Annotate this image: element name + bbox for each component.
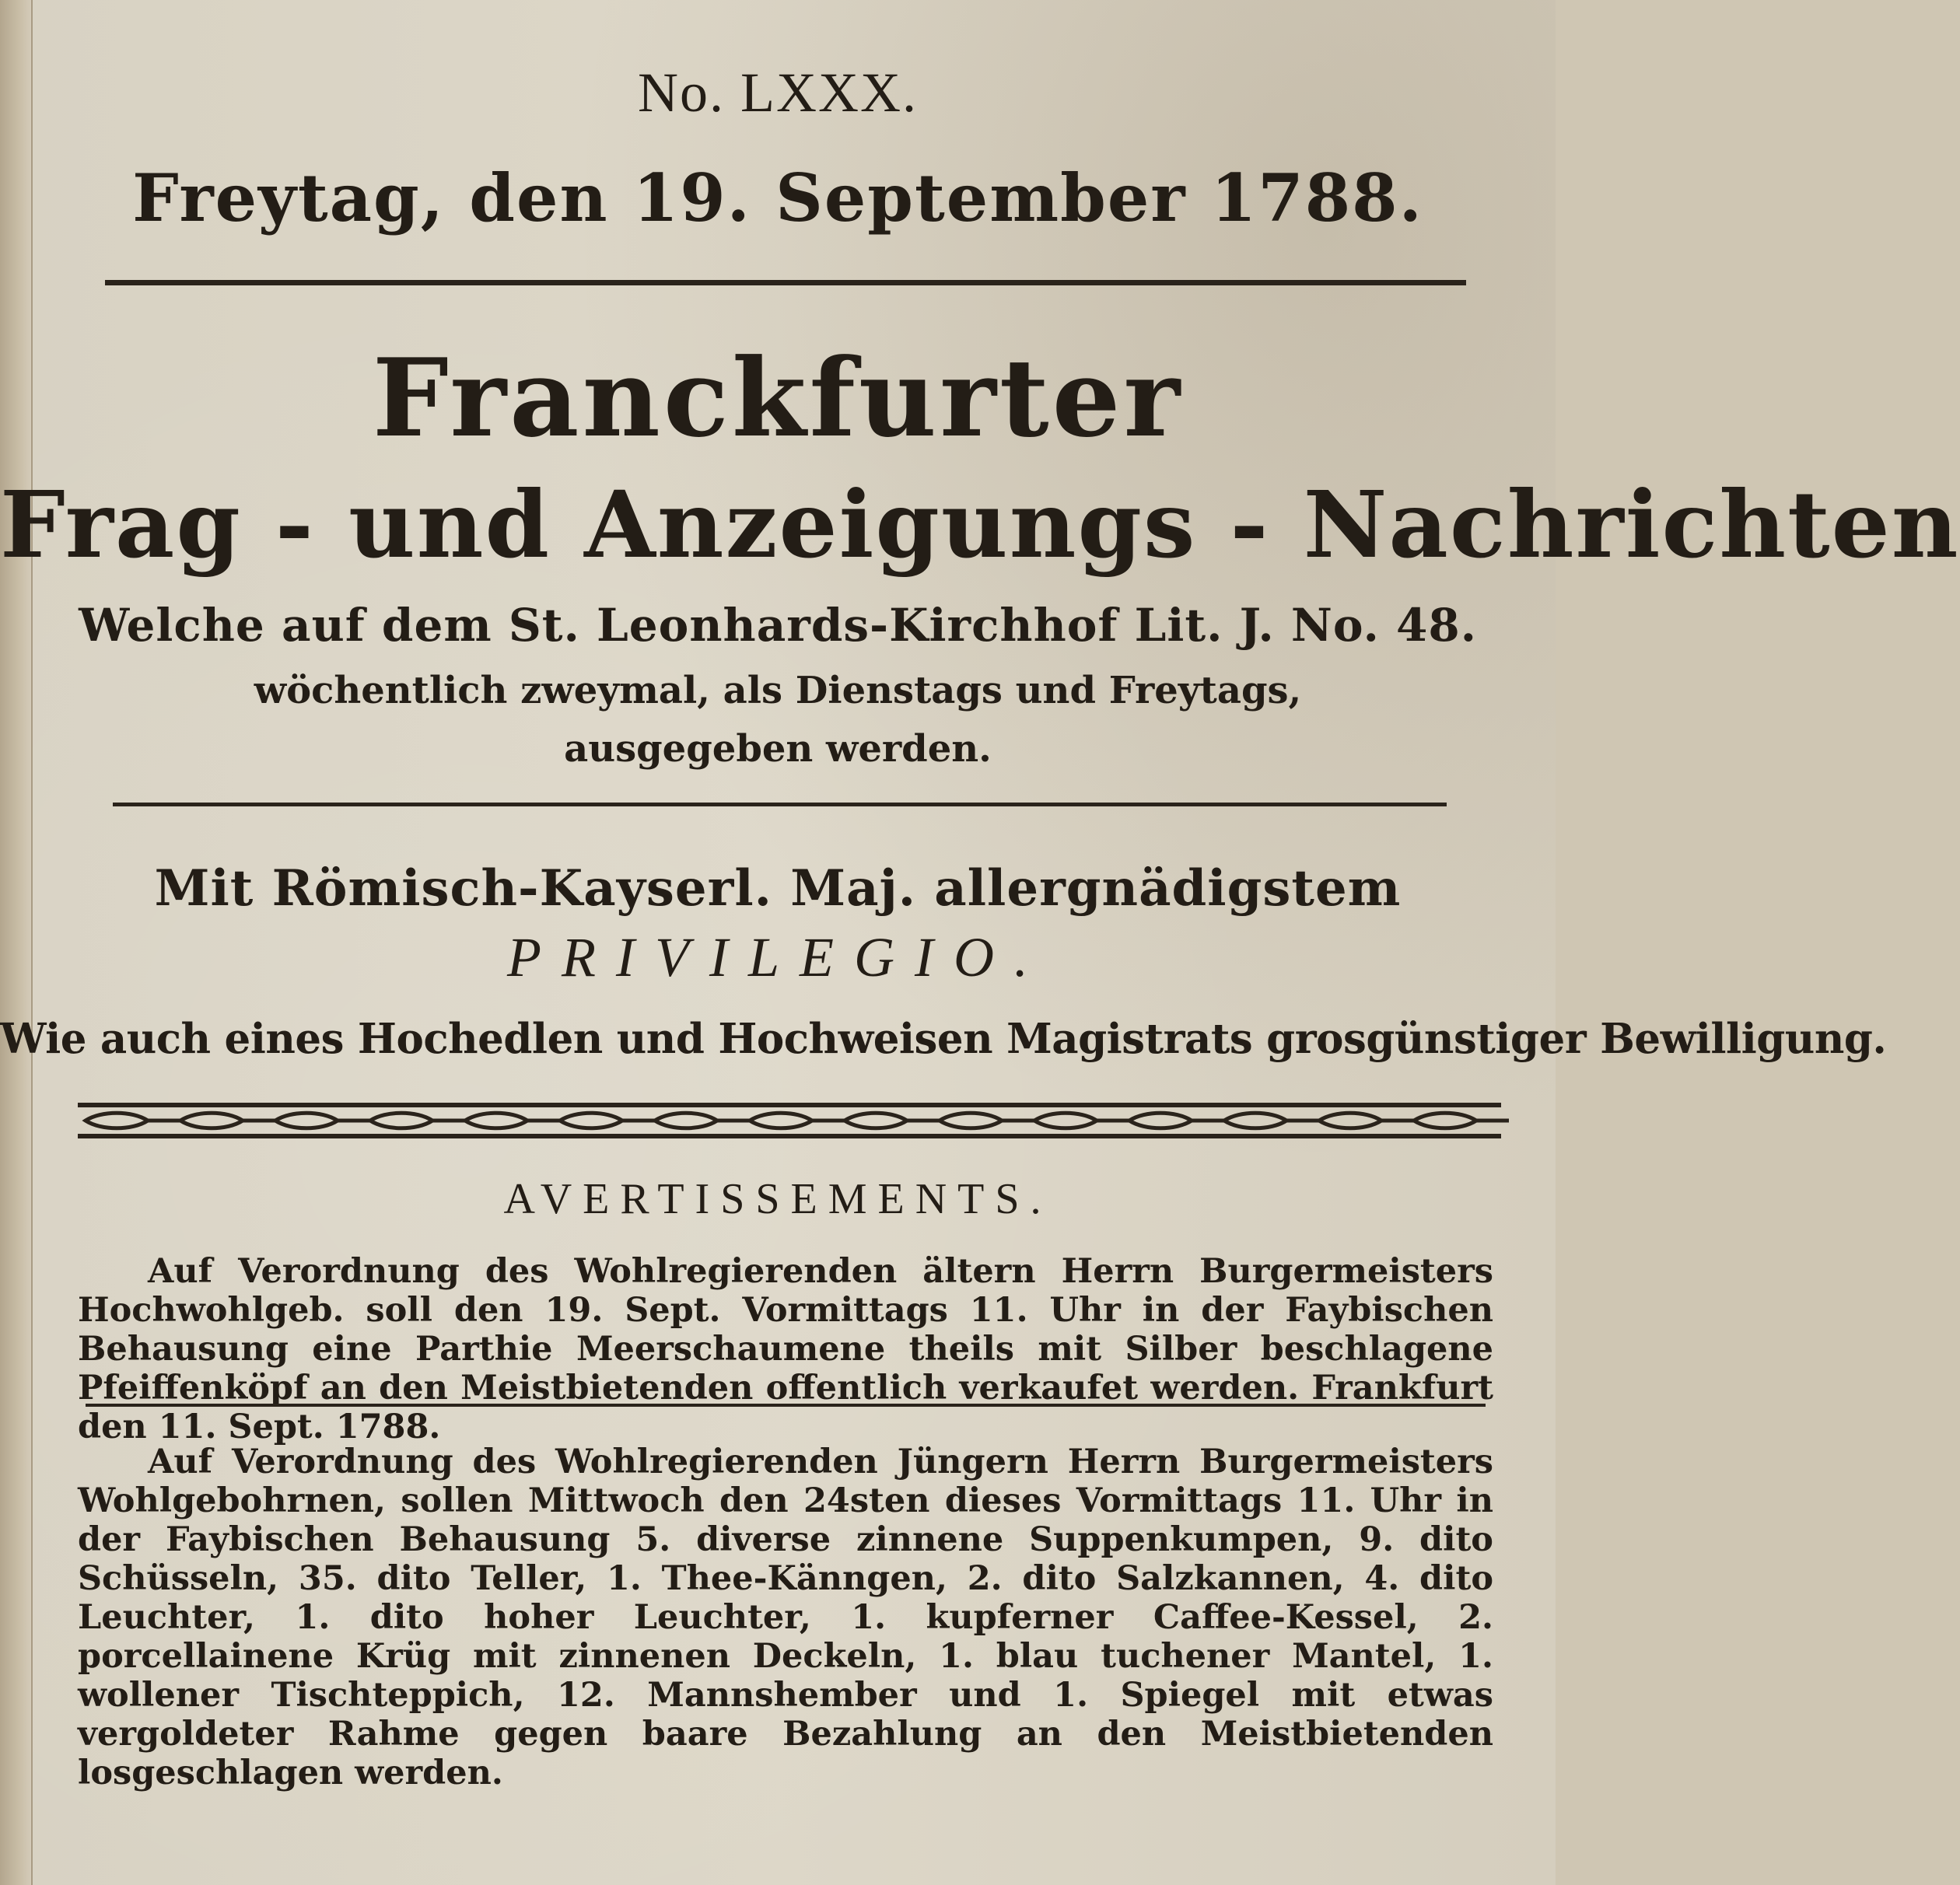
newspaper-title-line2: Frag - und Anzeigungs - Nachrichten	[0, 470, 1960, 579]
ornamental-border	[78, 1096, 1501, 1145]
notice-2	[78, 1443, 1493, 1792]
publication-note: ausgegeben werden.	[564, 727, 992, 771]
publication-frequency: wöchentlich zweymal, als Dienstags und Freytags,	[254, 669, 1302, 712]
privilege-line: Mit Römisch-Kayserl. Maj. allergnädigstem	[154, 859, 1402, 918]
privilegio-word: PRIVILEGIO.	[507, 926, 1048, 988]
issue-number: No. LXXX.	[638, 61, 918, 124]
title-rule	[113, 803, 1447, 806]
newspaper-title-line1: Franckfurter	[372, 334, 1184, 461]
issue-date: Freytag, den 19. September 1788.	[132, 159, 1423, 236]
notice-divider	[86, 1404, 1486, 1407]
notice-1	[78, 1252, 1493, 1446]
notice-text: Auf Verordnung des Wohlregierenden Jüngern Herrn Burgermeisters Wohlgebohrnen, sollen Mittwoch den 24sten dieses Vormittags 11. Uhr in der Faybischen Behausung 5. diverse zinnene Suppenkumpen, 9. dito Schüsseln, 35. dito Teller, 1. Thee-Känngen, 2. dito Salzkannen, 4. dito Leuchter, 1. dito hoher Leuchter, 1. kupferner Caffee-Kessel, 2. porcellainene Krüg mit zinnenen Deckeln, 1. blau tuchener Mantel, 1. wollener Tischteppich, 12. Mannshember und 1. Spiegel mit etwas vergoldeter Rahme gegen baare Bezahlung an den Meistbietenden losgeschlagen werden.	[78, 1443, 1493, 1792]
section-heading: AVERTISSEMENTS.	[503, 1175, 1052, 1223]
masthead-rule	[105, 280, 1466, 285]
notice-text: Auf Verordnung des Wohlregierenden ältern Herrn Burgermeisters Hochwohlgeb. soll den 19. Sept. Vormittags 11. Uhr in der Faybischen Behausung eine Parthie Meerschaumene theils mit Silber beschlagene Pfeiffenköpf an den Meistbietenden offentlich verkaufet werden. Frankfurt den 11. Sept. 1788.	[78, 1252, 1493, 1446]
publisher-address: Welche auf dem St. Leonhards-Kirchhof Lit. J. No. 48.	[79, 599, 1477, 652]
magistrat-line: Wie auch eines Hochedlen und Hochweisen Magistrats grosgünstiger Bewilligung.	[0, 1015, 1887, 1063]
